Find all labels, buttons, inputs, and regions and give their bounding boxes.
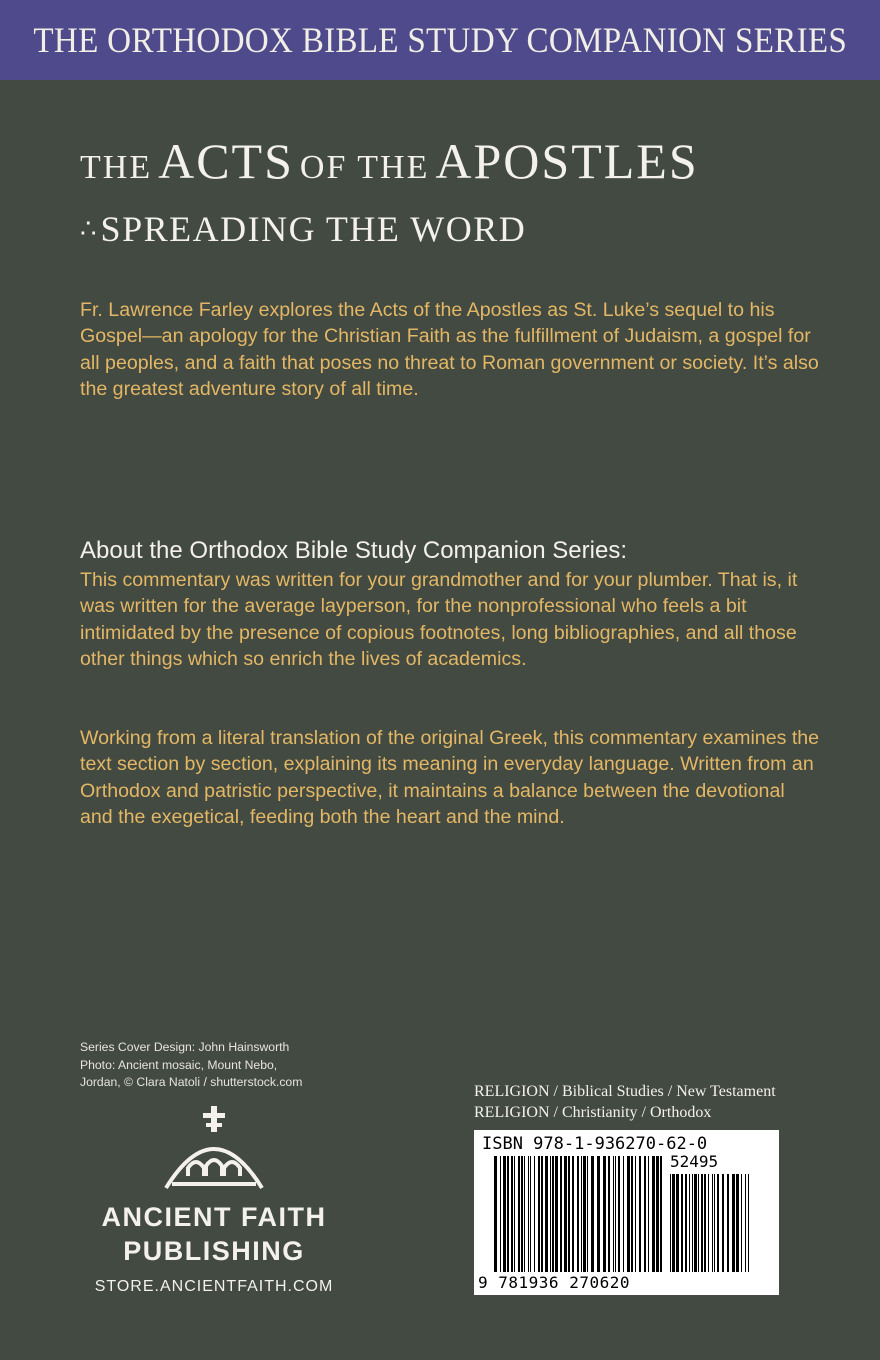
bisac-categories	[474, 1081, 776, 1123]
ean-barcode-bars	[494, 1156, 662, 1272]
about-paragraph-1: This commentary was written for your grandmother and for your plumber. That is, it was written for the average layperson, for the nonprofessional who feels a bit intimidated by the presence of copious footnotes, long bibliographies, and all those other things which so enrich the lives of academics.	[80, 569, 798, 670]
series-band	[0, 0, 880, 80]
book-description: Fr. Lawrence Farley explores the Acts of the Apostles as St. Luke’s sequel to his Gospel—an apology for the Christian Faith as the fulfillment of Judaism, a gospel for all peoples, and a faith that poses no threat to Roman government or society. It’s also the greatest adventure story of all time.	[80, 299, 819, 400]
title-the: THE	[80, 149, 153, 186]
credit-line: Series Cover Design: John Hainsworth	[80, 1040, 290, 1054]
series-name: THE ORTHODOX BIBLE STUDY COMPANION SERIES	[33, 20, 847, 60]
credit-line: Photo: Ancient mosaic, Mount Nebo,	[80, 1057, 278, 1072]
title-of-the: OF THE	[299, 149, 430, 186]
addon-barcode-bars	[670, 1174, 752, 1272]
isbn-text: ISBN 978-1-936270-62-0	[482, 1134, 708, 1154]
publisher-name-line2: PUBLISHING	[123, 1236, 305, 1266]
book-title	[80, 132, 699, 190]
isbn-barcode	[474, 1130, 779, 1295]
book-subtitle	[80, 208, 526, 250]
about-paragraph-2: Working from a literal translation of the original Greek, this commentary examines the text section by section, explaining its meaning in everyday language. Written from an Orthodox and patristic perspective, it maintains a balance between the devotional and the exegetical, feeding both the heart and the mind.	[80, 727, 820, 828]
category-line: RELIGION / Biblical Studies / New Testament	[474, 1083, 776, 1100]
category-line: RELIGION / Christianity / Orthodox	[474, 1104, 712, 1121]
subtitle-text: SPREADING THE WORD	[100, 209, 527, 249]
church-dome-cross-icon	[158, 1104, 270, 1200]
credit-line: Jordan, © Clara Natoli / shutterstock.com	[80, 1075, 303, 1089]
publisher-name-line1: ANCIENT FAITH	[101, 1202, 327, 1232]
ornament-icon: ∴	[80, 214, 97, 243]
title-apostles: APOSTLES	[435, 133, 699, 189]
title-acts: ACTS	[158, 133, 294, 189]
cover-credits	[80, 1039, 350, 1092]
publisher-website: STORE.ANCIENTFAITH.COM	[94, 1278, 334, 1295]
price-code: 52495	[670, 1152, 719, 1171]
about-heading: About the Orthodox Bible Study Companion Series:	[80, 537, 627, 564]
barcode-digits: 9 781936 270620	[478, 1273, 630, 1292]
